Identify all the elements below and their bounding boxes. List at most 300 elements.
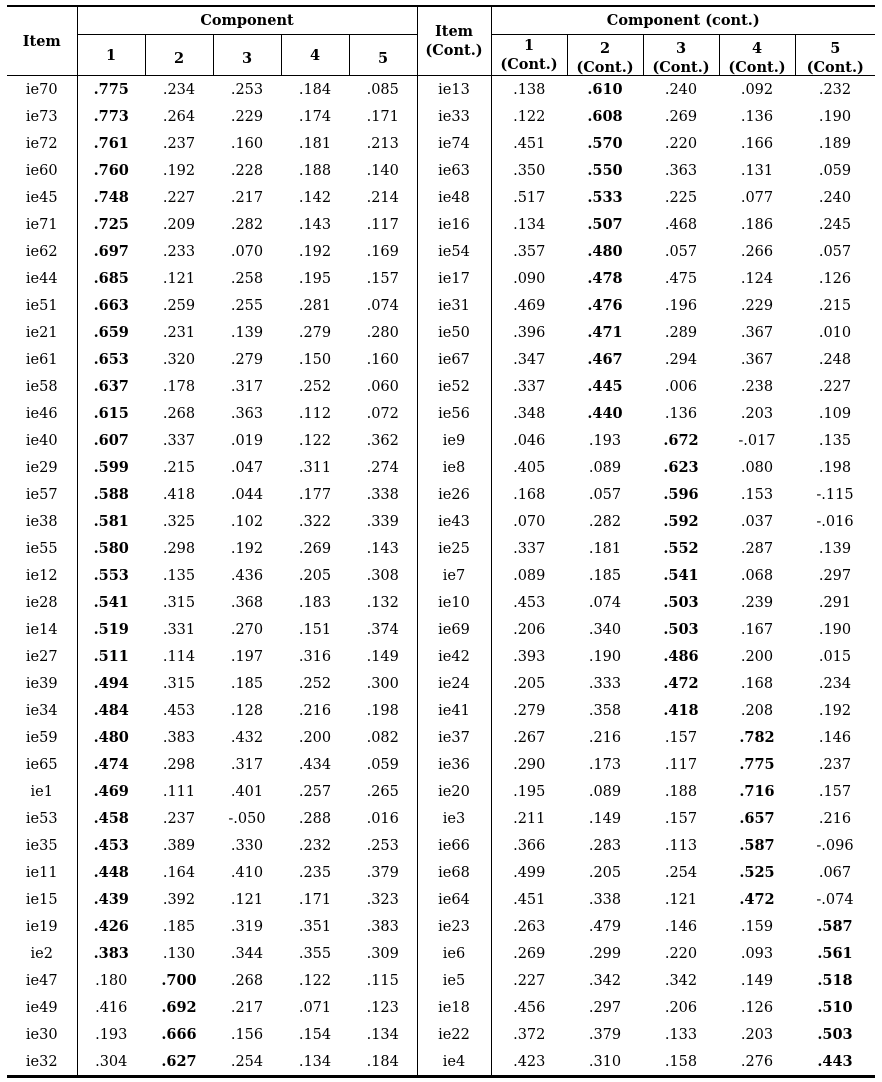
loading-cell: .229: [230, 108, 264, 125]
loading-cell: .198: [366, 702, 399, 719]
loading-cont-cell: .267: [513, 729, 546, 746]
loading-cell: .389: [162, 837, 196, 854]
loading-cont-cell: .623: [663, 459, 699, 476]
loading-cont-cell: .157: [664, 729, 698, 746]
loading-cont-cell: .186: [740, 216, 774, 233]
loading-cell: .135: [162, 567, 196, 584]
loading-cell: .274: [366, 459, 399, 476]
item-cell: ie57: [7, 481, 77, 508]
loading-cont-cell: .266: [740, 243, 774, 260]
loading-cell: .111: [162, 783, 196, 800]
loading-cont-cell: .167: [740, 621, 774, 638]
loading-cont-cell: .552: [663, 540, 699, 557]
loading-cell: .325: [162, 513, 196, 530]
loading-cont-cell: .136: [664, 405, 698, 422]
table-row: [7, 778, 875, 805]
loading-cont-cell: .405: [513, 459, 546, 476]
table-row: [7, 508, 875, 535]
item-cell: ie44: [7, 265, 77, 292]
loading-cell: .434: [298, 756, 332, 773]
item-cell: ie65: [7, 751, 77, 778]
loading-cont-cell: .205: [513, 675, 546, 692]
loading-cont-cell: .237: [818, 756, 852, 773]
loading-cont-cell: .310: [588, 1053, 622, 1070]
loading-cont-cell: .234: [818, 675, 852, 692]
loading-cont-cell: .090: [513, 270, 546, 287]
loading-cell: .121: [230, 891, 264, 908]
loading-cell: .288: [298, 810, 332, 827]
loading-cont-cell: .206: [513, 621, 546, 638]
loading-cont-cell: .188: [664, 783, 698, 800]
loading-cell: .580: [93, 540, 129, 557]
table-row: [7, 346, 875, 373]
item-cont-cell: ie50: [417, 319, 491, 346]
loading-cell: .134: [366, 1026, 399, 1043]
loading-cont-cell: .109: [818, 405, 852, 422]
loading-cont-cell: .468: [664, 216, 698, 233]
table-row: [7, 724, 875, 751]
item-cell: ie62: [7, 238, 77, 265]
item-cell: ie15: [7, 886, 77, 913]
loading-cont-cell: .518: [817, 972, 853, 989]
col-header-2: 2: [145, 35, 213, 76]
table-row: [7, 940, 875, 967]
loading-cell: .392: [162, 891, 196, 908]
loading-cell: .232: [298, 837, 332, 854]
loading-cont-cell: .610: [587, 81, 623, 98]
loading-cell: .157: [366, 270, 399, 287]
loading-cell: .195: [298, 270, 332, 287]
loading-cont-cell: .503: [663, 594, 699, 611]
loading-cont-cell: .059: [818, 162, 852, 179]
loading-cell: .215: [162, 459, 196, 476]
loading-cell: .178: [162, 378, 196, 395]
loading-cont-cell: .168: [740, 675, 774, 692]
loading-cell: .112: [298, 405, 332, 422]
loading-cell: .627: [161, 1053, 197, 1070]
col-header-1: 1: [77, 35, 145, 76]
col-header-cont-3: 3 (Cont.): [643, 35, 719, 76]
loading-cont-cell: .229: [740, 297, 774, 314]
loading-cell: .309: [366, 945, 399, 962]
loading-cont-cell: .216: [588, 729, 622, 746]
item-cont-cell: ie18: [417, 994, 491, 1021]
loading-cell: .410: [230, 864, 264, 881]
loading-cont-cell: .203: [740, 405, 774, 422]
loading-cont-cell: .139: [818, 540, 852, 557]
loading-cont-cell: .269: [664, 108, 698, 125]
table-row: [7, 967, 875, 994]
item-cont-cell: ie22: [417, 1021, 491, 1048]
loading-cell: .016: [366, 810, 399, 827]
loading-cell: .205: [298, 567, 332, 584]
loading-cell: .237: [162, 135, 196, 152]
loading-cont-cell: .357: [513, 243, 546, 260]
item-cell: ie53: [7, 805, 77, 832]
loading-cell: .122: [298, 432, 332, 449]
table-row: [7, 292, 875, 319]
loading-cont-cell: .057: [664, 243, 698, 260]
loading-cell: .541: [93, 594, 129, 611]
loading-cell: .351: [298, 918, 332, 935]
col-header-4: 4: [281, 35, 349, 76]
loading-cell: .494: [93, 675, 129, 692]
loading-cell: .269: [298, 540, 332, 557]
loading-cont-cell: .146: [664, 918, 698, 935]
loading-cont-cell: .282: [588, 513, 622, 530]
table-row: [7, 481, 875, 508]
loading-cell: .019: [230, 432, 264, 449]
loading-cont-cell: .299: [588, 945, 622, 962]
loading-cont-cell: .037: [740, 513, 774, 530]
loading-cont-cell: .451: [513, 891, 546, 908]
item-cont-cell: ie52: [417, 373, 491, 400]
loading-cell: .070: [230, 243, 264, 260]
loading-cell: .114: [162, 648, 196, 665]
loading-cell: .725: [93, 216, 129, 233]
item-cell: ie2: [7, 940, 77, 967]
item-cont-cell: ie31: [417, 292, 491, 319]
loading-cont-cell: .587: [739, 837, 775, 854]
loading-cell: .150: [298, 351, 332, 368]
loading-cont-cell: .570: [587, 135, 623, 152]
loading-cell: .181: [298, 135, 332, 152]
item-cont-cell: ie8: [417, 454, 491, 481]
loading-cont-cell: .131: [740, 162, 774, 179]
loading-cont-cell: .350: [513, 162, 546, 179]
loading-cont-cell: .337: [513, 378, 546, 395]
loading-cell: .192: [230, 540, 264, 557]
loading-cell: .044: [230, 486, 264, 503]
loading-cont-cell: .367: [740, 324, 774, 341]
loading-cell: .227: [162, 189, 196, 206]
loading-cell: .362: [366, 432, 399, 449]
loading-cell: .697: [93, 243, 129, 260]
loading-cell: .192: [162, 162, 196, 179]
loading-cont-cell: .587: [817, 918, 853, 935]
loading-cell: .060: [366, 378, 399, 395]
item-cell: ie21: [7, 319, 77, 346]
loading-cell: .320: [162, 351, 196, 368]
loading-cont-cell: .289: [664, 324, 698, 341]
table-row: [7, 670, 875, 697]
loading-cell: .259: [162, 297, 196, 314]
loading-cont-cell: .136: [740, 108, 774, 125]
loading-cell: .169: [366, 243, 399, 260]
item-cell: ie70: [7, 76, 77, 104]
table-row: [7, 454, 875, 481]
item-cell: ie51: [7, 292, 77, 319]
loading-cont-cell: .657: [739, 810, 775, 827]
item-cont-cell: ie41: [417, 697, 491, 724]
loading-cont-cell: .057: [818, 243, 852, 260]
item-cont-cell: ie7: [417, 562, 491, 589]
loading-cont-cell: .291: [818, 594, 852, 611]
table-row: [7, 103, 875, 130]
loading-cont-cell: .443: [817, 1053, 853, 1070]
loading-cell: .185: [162, 918, 196, 935]
loading-cont-cell: .372: [513, 1026, 546, 1043]
table-row: [7, 535, 875, 562]
loading-cell: .304: [95, 1053, 128, 1070]
loading-cont-cell: .057: [588, 486, 622, 503]
loading-cell: .316: [298, 648, 332, 665]
item-cont-cell: ie24: [417, 670, 491, 697]
loading-cont-cell: .181: [588, 540, 622, 557]
loading-cont-cell: -.115: [816, 486, 854, 503]
item-cell: ie19: [7, 913, 77, 940]
loading-cont-cell: .363: [664, 162, 698, 179]
loading-cont-cell: .297: [588, 999, 622, 1016]
loading-cont-cell: .469: [513, 297, 546, 314]
loading-cell: .192: [298, 243, 332, 260]
loading-cell: .599: [93, 459, 129, 476]
loading-cell: .270: [230, 621, 264, 638]
item-cell: ie73: [7, 103, 77, 130]
loading-cont-cell: .168: [513, 486, 546, 503]
loading-cell: .154: [298, 1026, 332, 1043]
table-row: [7, 913, 875, 940]
loading-cont-cell: .596: [663, 486, 699, 503]
loading-cont-cell: .358: [588, 702, 622, 719]
loading-cont-cell: .716: [739, 783, 775, 800]
loading-cell: .216: [298, 702, 332, 719]
loading-cont-cell: .203: [740, 1026, 774, 1043]
item-cont-cell: ie25: [417, 535, 491, 562]
loading-cont-cell: .227: [818, 378, 852, 395]
loading-cont-cell: .092: [740, 81, 774, 98]
loading-cell: .637: [93, 378, 129, 395]
loading-cell: .253: [366, 837, 399, 854]
item-cell: ie61: [7, 346, 77, 373]
loading-cont-cell: .472: [739, 891, 775, 908]
loading-cell: .663: [93, 297, 129, 314]
loading-cont-cell: .418: [663, 702, 699, 719]
item-cont-cell: ie36: [417, 751, 491, 778]
item-cont-cell: ie74: [417, 130, 491, 157]
item-cell: ie58: [7, 373, 77, 400]
loading-cell: .337: [162, 432, 196, 449]
loading-cont-cell: .227: [513, 972, 546, 989]
loading-cont-cell: .340: [588, 621, 622, 638]
loading-cont-cell: .592: [663, 513, 699, 530]
loading-cont-cell: .192: [818, 702, 852, 719]
item-cell: ie59: [7, 724, 77, 751]
loading-cont-cell: .533: [587, 189, 623, 206]
loading-cont-cell: .189: [818, 135, 852, 152]
table-row: [7, 751, 875, 778]
table-row: [7, 184, 875, 211]
item-cell: ie30: [7, 1021, 77, 1048]
loading-cont-cell: .077: [740, 189, 774, 206]
loading-cont-cell: .220: [664, 135, 698, 152]
loading-cont-cell: .080: [740, 459, 774, 476]
item-cell: ie28: [7, 589, 77, 616]
loading-cell: -.050: [228, 810, 266, 827]
loading-cell: .355: [298, 945, 332, 962]
item-cont-cell: ie13: [417, 76, 491, 104]
loading-cont-cell: .015: [818, 648, 852, 665]
loading-cont-cell: .245: [818, 216, 852, 233]
item-cell: ie49: [7, 994, 77, 1021]
loading-cell: .047: [230, 459, 264, 476]
loading-cell: .252: [298, 675, 332, 692]
loading-cont-cell: .215: [818, 297, 852, 314]
loading-cell: .315: [162, 594, 196, 611]
loading-cell: .264: [162, 108, 196, 125]
loading-cell: .448: [93, 864, 129, 881]
loading-cont-cell: .240: [664, 81, 698, 98]
loading-cell: .484: [93, 702, 129, 719]
loading-cell: .257: [298, 783, 332, 800]
loading-cell: .214: [366, 189, 399, 206]
item-cont-cell: ie23: [417, 913, 491, 940]
component-cont-header: Component (cont.): [606, 12, 760, 29]
item-cont-cell: ie68: [417, 859, 491, 886]
loading-cont-cell: .775: [739, 756, 775, 773]
loading-cont-cell: .366: [513, 837, 546, 854]
loading-cell: .174: [298, 108, 332, 125]
loading-cont-cell: .068: [740, 567, 774, 584]
loading-cont-cell: .486: [663, 648, 699, 665]
loading-cell: .279: [298, 324, 332, 341]
col-header-3: 3: [213, 35, 281, 76]
loading-cell: .300: [366, 675, 399, 692]
loading-cont-cell: .166: [740, 135, 774, 152]
loading-cont-cell: -.096: [816, 837, 854, 854]
loading-cell: .511: [93, 648, 129, 665]
loading-cont-cell: .216: [818, 810, 852, 827]
loading-cont-cell: .146: [818, 729, 852, 746]
loading-cell: .761: [93, 135, 129, 152]
loading-cont-cell: .089: [588, 459, 622, 476]
loading-cont-cell: .453: [513, 594, 546, 611]
loading-cont-cell: .067: [818, 864, 852, 881]
loading-cell: .615: [93, 405, 129, 422]
loading-cell: .331: [162, 621, 196, 638]
loading-cell: .231: [162, 324, 196, 341]
item-cont-line2: (Cont.): [425, 42, 483, 59]
loading-cell: .773: [93, 108, 129, 125]
loading-cont-cell: .070: [513, 513, 546, 530]
loading-cell: .184: [366, 1053, 399, 1070]
loading-cell: .581: [93, 513, 129, 530]
table-row: [7, 616, 875, 643]
loading-cell: .298: [162, 540, 196, 557]
col-header-cont-5: 5 (Cont.): [795, 35, 875, 76]
loading-cont-cell: .347: [513, 351, 546, 368]
loading-cell: .160: [366, 351, 399, 368]
loading-cell: .254: [230, 1053, 264, 1070]
item-cont-cell: ie6: [417, 940, 491, 967]
loading-cell: .082: [366, 729, 399, 746]
col-header-cont-4: 4 (Cont.): [719, 35, 795, 76]
loading-cont-cell: .348: [513, 405, 546, 422]
loading-cell: .317: [230, 756, 264, 773]
item-cell: ie39: [7, 670, 77, 697]
table-header: [7, 6, 875, 76]
loading-cont-cell: .337: [513, 540, 546, 557]
loading-cell: .666: [161, 1026, 197, 1043]
loading-cell: .213: [366, 135, 399, 152]
loading-cont-cell: .333: [588, 675, 622, 692]
loading-cell: .128: [230, 702, 264, 719]
table-row: [7, 211, 875, 238]
loading-cell: .156: [230, 1026, 264, 1043]
item-cell: ie71: [7, 211, 77, 238]
loading-cont-cell: .195: [513, 783, 546, 800]
loading-cell: .233: [162, 243, 196, 260]
loading-cell: .177: [298, 486, 332, 503]
loading-cell: .140: [366, 162, 399, 179]
item-cont-cell: ie67: [417, 346, 491, 373]
item-cont-cell: ie48: [417, 184, 491, 211]
loading-cont-cell: .550: [587, 162, 623, 179]
table-row: [7, 400, 875, 427]
loading-cont-cell: .467: [587, 351, 623, 368]
loading-cell: .416: [95, 999, 128, 1016]
loading-cell: .379: [366, 864, 399, 881]
item-cont-cell: ie26: [417, 481, 491, 508]
item-cell: ie35: [7, 832, 77, 859]
item-header: Item: [7, 6, 77, 76]
loading-cell: .308: [366, 567, 399, 584]
loading-cont-cell: .121: [664, 891, 698, 908]
loading-cont-cell: .196: [664, 297, 698, 314]
table-row: [7, 589, 875, 616]
loading-cell: .085: [366, 81, 399, 98]
component-header: Component: [77, 6, 417, 35]
item-cell: ie40: [7, 427, 77, 454]
factor-loadings-table: [7, 5, 875, 1078]
loading-cell: .588: [93, 486, 129, 503]
loading-cont-cell: .006: [664, 378, 698, 395]
loading-cont-cell: .200: [740, 648, 774, 665]
loading-cell: .130: [162, 945, 196, 962]
item-cont-cell: ie3: [417, 805, 491, 832]
item-cont-header: [417, 6, 491, 76]
loading-cont-cell: .126: [818, 270, 852, 287]
loading-cont-cell: .159: [740, 918, 774, 935]
loading-cont-cell: .287: [740, 540, 774, 557]
loading-cell: .700: [161, 972, 197, 989]
loading-cont-cell: .134: [513, 216, 546, 233]
loading-cont-cell: -.074: [816, 891, 854, 908]
loading-cell: .171: [366, 108, 399, 125]
loading-cell: .760: [93, 162, 129, 179]
item-cell: ie46: [7, 400, 77, 427]
loading-cell: .268: [162, 405, 196, 422]
item-cell: ie38: [7, 508, 77, 535]
loading-cont-cell: .208: [740, 702, 774, 719]
table-row: [7, 886, 875, 913]
col-header-cont-2: 2 (Cont.): [567, 35, 643, 76]
loading-cont-cell: .379: [588, 1026, 622, 1043]
table-row: [7, 427, 875, 454]
loading-cont-cell: .478: [587, 270, 623, 287]
loading-cont-cell: .010: [818, 324, 852, 341]
loading-cont-cell: .190: [818, 108, 852, 125]
item-cont-cell: ie20: [417, 778, 491, 805]
loading-cell: .330: [230, 837, 264, 854]
item-cont-cell: ie4: [417, 1048, 491, 1077]
loading-cell: .315: [162, 675, 196, 692]
loading-cell: .653: [93, 351, 129, 368]
loading-cont-cell: .240: [818, 189, 852, 206]
loading-cell: .142: [298, 189, 332, 206]
loading-cont-cell: .124: [740, 270, 774, 287]
loading-cont-cell: .135: [818, 432, 852, 449]
